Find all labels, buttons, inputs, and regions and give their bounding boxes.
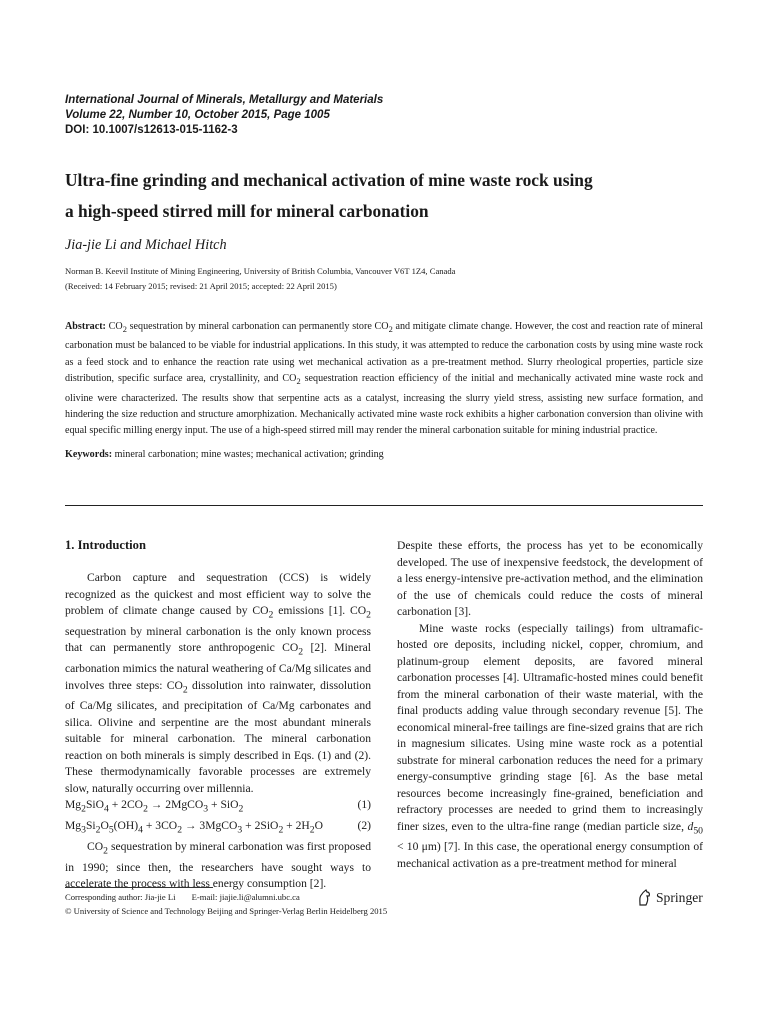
corresponding-author: Corresponding author: Jia-jie Li [65,892,176,902]
equation-1: $Mg_2SiO_4 + 2CO_2$ → 2MgCO$_3$ + SiO$_2$ (1) [65,797,371,818]
received-dates: (Received: 14 February 2015; revised: 21 April 2015; accepted: 22 April 2015) [65,280,337,291]
abstract-text-1: sequestration by mineral carbonation can permanently store [129,321,372,332]
section-divider [65,505,703,506]
column-left [65,537,371,893]
abstract-text-2: and mitigate climate change. However, the cost and reaction rate of mineral carbonation must be balanced to be viable for industrial applications. In this study, it was attempted to reduce the carbonation costs by using mine waste rock as a feed stock and to enhance the reaction rate using wet mechanical activation as a pre-treatment method. Slurry rheological properties, particle size distribution, specific surface area, crystallinity, and [65,321,703,385]
springer-logo [636,889,703,907]
copyright: © University of Science and Technology Beijing and Springer-Verlag Berlin Heidelberg 2015 [65,906,388,916]
column-right [397,538,703,872]
intro-paragraph-3: Despite these efforts, the process has yet to be economically developed. The use of inexpensive feedstock, the development of a less energy-intensive pre-activation method, and the elimination of the use of chemicals could reduce the costs of mineral carbonation [3]. [397,539,703,618]
affiliation: Norman B. Keevil Institute of Mining Engineering, University of British Columbia, Vancouver V6T 1Z4, Canada [65,266,456,276]
journal-name: International Journal of Minerals, Metallurgy and Materials [65,94,384,106]
equation-2: $Mg_3Si_2O_5(OH)_4 + 3CO_2$ → 3MgCO$_3$ + $2SiO_2 + 2H_2O$ (2) [65,818,371,839]
author-email: E-mail: jiajie.li@alumni.ubc.ca [191,892,300,902]
title-line-1: Ultra-fine grinding and mechanical activation of mine waste rock using [65,170,593,190]
footnote [65,890,625,918]
intro-paragraph-1: Carbon capture and sequestration (CCS) is widely recognized as the quickest and most efficient way to solve the problem of climate change caused by $CO_2$ emissions [1]. $CO_2$ sequestration by mineral carbonation is the only known process that can permanently store anthropogenic $CO_2$ [2]. Mineral carbonation mimics the natural weathering of Ca/Mg silicates and involves three steps: $CO_2$ dissolution into rainwater, dissolution of Ca/Mg silicates, and precipitation of Ca/Mg carbonates and silica. Olivine and serpentine are the most abundant minerals suitable for mineral carbonation. The mineral carbonation reaction on both minerals is simply described in Eqs. (1) and (2). These thermodynamically favorable processes are extremely slow, naturally occurring over millennia. [65,571,371,795]
keywords-text: mineral carbonation; mine wastes; mechanical activation; grinding [114,449,384,460]
authors: Jia-jie Li and Michael Hitch [65,237,227,253]
footnote-divider [65,887,213,888]
abstract: Abstract: $CO_2$ sequestration by mineral carbonation can permanently store $CO_2$ and mitigate climate change. However, the cost and reaction rate of mineral carbonation must be balanced to be viable for industrial applications. In this study, it was attempted to reduce the carbonation costs by using mine waste rock as a feed stock and to enhance the reaction rate using wet mechanical activation as a pre-treatment method. Slurry rheological properties, particle size distribution, specific surface area, crystallinity, and $CO_2$ sequestration reaction efficiency of the initial and mechanically activated mine waste rock and olivine were characterized. The results show that serpentine acts as a catalyst, increasing the slurry yield stress, assisting new surface formation, and hindering the size reduction and structure amorphization. Mechanically activated mine waste rock exhibits a higher carbonation conversion than olivine with equal specific milling energy input. The use of a high-speed stirred mill may render the mineral carbonation suitable for mining industrial practice. [65,321,703,437]
keywords-label: Keywords: [65,449,113,460]
abstract-text-3: sequestration reaction efficiency of the initial and mechanically activated mine waste rock and olivine were characterized. The results show that serpentine acts as a catalyst, increasing the slurry yield stress, assisting new surface formation, and hindering the size reduction and structure amorphization. Mechanically activated mine waste rock exhibits a higher carbonation conversion than olivine with equal specific milling energy input. The use of a high-speed stirred mill may render the mineral carbonation suitable for mining industrial practice. [65,373,703,437]
equation-1-number: (1) [357,798,371,812]
abstract-label: Abstract: [65,321,106,332]
journal-header [65,93,665,138]
equation-2-number: (2) [357,819,371,833]
intro-paragraph-4: Mine waste rocks (especially tailings) from ultramafic-hosted ore deposits, including nickel, copper, chromium, and platinum-group element deposits, are favored mineral carbonation processes [4]. Ultramafic-hosted mines could benefit from the mineral carbonation of their waste material, with the final products adding value through secondary revenue [5]. The economical mineral-free tailings are fine-sized grains that are rich in magnesium silicates. Using mine waste rock as a potential substrate for mineral carbonation reduces the need for a primary energy-consumptive grinding stage [6]. As the base metal resources become increasingly fine-grained, beneficiation and refractory processes are needed to grind them to increasingly finer sizes, even to the ultra-fine range (median particle size, $d_{50} < 10$ μm) [7]. In this case, the operational energy consumption of mechanical activation as a pre-treatment method for mineral [397,621,703,870]
springer-horse-icon [636,889,652,907]
springer-wordmark: Springer [656,890,703,905]
journal-volume: Volume 22, Number 10, October 2015, Page 1005 [65,109,330,121]
section-heading: 1. Introduction [65,538,146,552]
title-line-2: a high-speed stirred mill for mineral carbonation [65,201,429,221]
journal-doi: DOI: 10.1007/s12613-015-1162-3 [65,124,238,136]
paper-title [65,165,705,227]
keywords [65,447,703,463]
affiliation-block [65,264,705,293]
intro-paragraph-2: $CO_2$ sequestration by mineral carbonation was first proposed in 1990; since then, the researchers have sought ways to accelerate the process with less energy consumption [2]. [65,840,371,891]
